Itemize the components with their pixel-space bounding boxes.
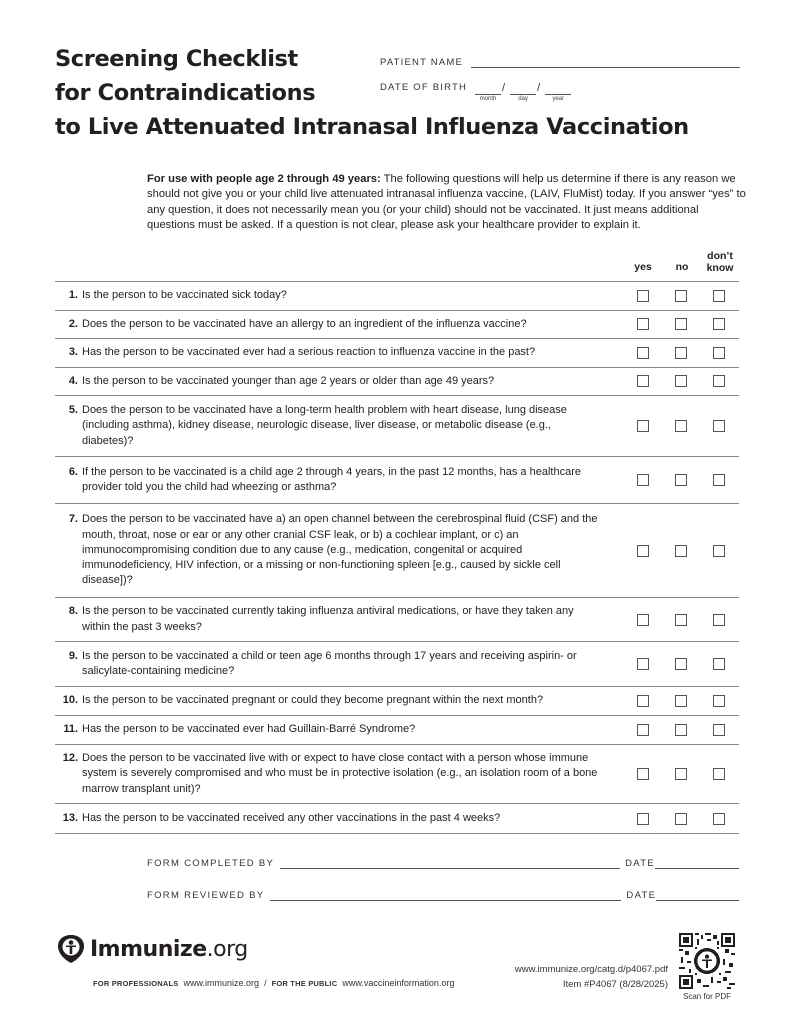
question-row-13 <box>55 804 739 834</box>
title-line-3: to Live Attenuated Intranasal Influenza Vaccination <box>55 114 689 140</box>
question-text: Is the person to be vaccinated a child or teen age 6 months through 17 years and receiving aspirin- or salicylate-containing medicine? <box>82 649 577 677</box>
question <box>55 693 600 708</box>
for-public-label: FOR THE PUBLIC <box>271 979 338 988</box>
questions-table <box>55 281 739 834</box>
logo-wordmark-bold: Immunize <box>90 936 207 962</box>
question-text: If the person to be vaccinated is a child age 2 through 4 years, in the past 12 months, has a healthcare provider told you the child had wheezing or asthma? <box>82 465 581 493</box>
qr-caption: Scan for PDF <box>682 992 731 1001</box>
question-number: 8. <box>68 605 78 618</box>
column-dont-know-line2: know <box>706 262 734 274</box>
question-text: Has the person to be vaccinated ever had Guillain-Barré Syndrome? <box>82 723 416 736</box>
question-text: Is the person to be vaccinated sick today? <box>82 289 287 302</box>
no-checkbox[interactable] <box>675 695 687 707</box>
question-number: 10. <box>62 694 78 707</box>
question <box>55 722 600 737</box>
question <box>55 374 600 389</box>
form-completed-date-field[interactable] <box>655 859 739 869</box>
question-text: Is the person to be vaccinated currently taking influenza antiviral medications, or have they taken any within the past 3 weeks? <box>82 605 574 633</box>
question-number: 13. <box>62 811 78 824</box>
logo-wordmark <box>90 937 248 962</box>
form-completed-label: FORM COMPLETED BY <box>147 858 275 869</box>
question-number: 11. <box>63 723 78 736</box>
dont-know-checkbox[interactable] <box>713 658 725 670</box>
dont-know-checkbox[interactable] <box>713 290 725 302</box>
no-checkbox[interactable] <box>675 290 687 302</box>
dob-year-field[interactable] <box>545 83 571 95</box>
yes-checkbox[interactable] <box>637 420 649 432</box>
question-number: 12. <box>62 752 78 765</box>
question-number: 9. <box>68 649 78 662</box>
dont-know-checkbox[interactable] <box>713 695 725 707</box>
no-checkbox[interactable] <box>675 614 687 626</box>
question-row-5 <box>55 396 739 457</box>
question-row-10 <box>55 687 739 716</box>
form-reviewed-by-field[interactable] <box>270 891 621 901</box>
question-row-3 <box>55 339 739 368</box>
dob-month-caption: month <box>479 96 497 102</box>
no-checkbox[interactable] <box>675 724 687 736</box>
question-row-4 <box>55 368 739 397</box>
dob-day <box>510 83 536 102</box>
pdf-link[interactable]: www.immunize.org/catg.d/p4067.pdf <box>514 964 668 975</box>
public-link[interactable]: www.vaccineinformation.org <box>342 978 455 988</box>
form-completed-by-field[interactable] <box>280 859 620 869</box>
title-line-1: Screening Checklist <box>55 46 298 72</box>
question <box>55 317 600 332</box>
dont-know-checkbox[interactable] <box>713 347 725 359</box>
question <box>55 465 600 496</box>
no-checkbox[interactable] <box>675 545 687 557</box>
footer-links <box>93 978 454 988</box>
no-checkbox[interactable] <box>675 420 687 432</box>
question-row-7 <box>55 504 739 598</box>
yes-checkbox[interactable] <box>637 474 649 486</box>
no-checkbox[interactable] <box>675 347 687 359</box>
question <box>55 512 600 588</box>
question-row-8 <box>55 598 739 642</box>
dob-separator: / <box>537 82 541 94</box>
question <box>55 649 600 680</box>
question <box>55 751 600 797</box>
yes-checkbox[interactable] <box>637 347 649 359</box>
document-info <box>515 962 668 992</box>
title-line-2: for Contraindications <box>55 80 316 106</box>
question-number: 1. <box>68 289 78 302</box>
patient-name-row <box>380 50 740 68</box>
question-number: 2. <box>68 317 78 330</box>
dob-month <box>475 83 501 102</box>
question-number: 6. <box>68 465 78 478</box>
dob-month-field[interactable] <box>475 83 501 95</box>
dont-know-checkbox[interactable] <box>713 768 725 780</box>
question-text: Does the person to be vaccinated have a) an open channel between the cerebrospinal fluid (CSF) and the mouth, throat, nose or ear or any other cranial CSF leak, or b) a cochlear implant, or c) an immunocompromising condition due to any cause (e.g., medication, congenital or acquired immunodeficiency, HIV infection, or a missing or non-functioning spleen [e.g., caused by sickle cell disease])? <box>82 513 598 587</box>
question-text: Does the person to be vaccinated have an allergy to an ingredient of the influenza vaccine? <box>82 317 527 330</box>
form-reviewed-date-field[interactable] <box>656 891 739 901</box>
date-label: DATE <box>625 858 655 869</box>
logo-wordmark-suffix: .org <box>206 936 248 962</box>
patient-name-label: PATIENT NAME <box>380 57 464 68</box>
dont-know-checkbox[interactable] <box>713 420 725 432</box>
dont-know-checkbox[interactable] <box>713 474 725 486</box>
question-row-2 <box>55 311 739 340</box>
yes-checkbox[interactable] <box>637 813 649 825</box>
dont-know-checkbox[interactable] <box>713 375 725 387</box>
intro-lead: For use with people age 2 through 49 years: <box>147 173 381 185</box>
intro-paragraph <box>147 172 747 233</box>
no-checkbox[interactable] <box>675 318 687 330</box>
patient-info <box>380 50 740 102</box>
question-text: Does the person to be vaccinated have a long-term health problem with heart disease, lung disease (including asthma), kidney disease, neurologic disease, liver disease, or metabolic disease (e.g., diabetes)? <box>82 404 567 447</box>
question-text: Has the person to be vaccinated received any other vaccinations in the past 4 weeks? <box>82 811 501 824</box>
immunize-shield-icon <box>56 934 86 964</box>
yes-checkbox[interactable] <box>637 768 649 780</box>
date-label: DATE <box>626 890 657 901</box>
question <box>55 403 600 449</box>
intro-text: The following questions will help us determine if there is any reason we should not give you or your child live attenuated intranasal influenza vaccine, (LAIV, FluMist) today. If you answer “yes” to any question, it does not necessarily mean you (or your child) should not be vaccinated. It just means additional questions must be asked. If a question is not clear, please ask your healthcare provider to explain it. <box>147 173 746 231</box>
answer-column-headers <box>620 250 750 280</box>
question <box>55 811 600 826</box>
no-checkbox[interactable] <box>675 474 687 486</box>
column-no: no <box>675 261 689 273</box>
question-row-12 <box>55 745 739 804</box>
no-checkbox[interactable] <box>675 768 687 780</box>
dont-know-checkbox[interactable] <box>713 724 725 736</box>
yes-checkbox[interactable] <box>637 318 649 330</box>
qr-code-icon[interactable] <box>679 933 735 989</box>
date-of-birth-row <box>380 82 571 102</box>
yes-checkbox[interactable] <box>637 614 649 626</box>
dont-know-checkbox[interactable] <box>713 614 725 626</box>
question-row-11 <box>55 716 739 745</box>
yes-checkbox[interactable] <box>637 375 649 387</box>
question-row-1 <box>55 282 739 311</box>
column-dont-know-line1: don’t <box>707 250 733 262</box>
question-number: 3. <box>68 346 78 359</box>
item-number: Item #P4067 (8/28/2025) <box>562 979 668 990</box>
dob-day-field[interactable] <box>510 83 536 95</box>
question-text: Is the person to be vaccinated younger than age 2 years or older than age 49 years? <box>82 374 495 387</box>
form-reviewed-label: FORM REVIEWED BY <box>147 890 265 901</box>
question <box>55 345 600 360</box>
question-text: Is the person to be vaccinated pregnant or could they become pregnant within the next month? <box>82 694 544 707</box>
question-number: 5. <box>68 404 78 417</box>
dob-year-caption: year <box>552 96 564 102</box>
column-yes: yes <box>634 261 652 273</box>
dob-year <box>545 83 571 102</box>
date-of-birth-label: DATE OF BIRTH <box>380 82 468 93</box>
yes-checkbox[interactable] <box>637 724 649 736</box>
question <box>55 604 600 635</box>
for-professionals-label: FOR PROFESSIONALS <box>93 979 179 988</box>
question-row-9 <box>55 642 739 687</box>
question-text: Does the person to be vaccinated live with or expect to have close contact with a person whose immune system is severely compromised and who must be in protective isolation (e.g., an isolation room of a bone marrow transplant unit)? <box>82 752 598 795</box>
question <box>55 288 600 303</box>
dob-day-caption: day <box>518 96 528 102</box>
patient-name-field[interactable] <box>471 56 740 68</box>
dob-separator: / <box>502 82 506 94</box>
form-reviewed-row <box>147 887 739 901</box>
immunize-logo <box>56 934 248 964</box>
dont-know-checkbox[interactable] <box>713 813 725 825</box>
yes-checkbox[interactable] <box>637 658 649 670</box>
yes-checkbox[interactable] <box>637 695 649 707</box>
yes-checkbox[interactable] <box>637 290 649 302</box>
no-checkbox[interactable] <box>675 658 687 670</box>
no-checkbox[interactable] <box>675 375 687 387</box>
column-dont-know <box>704 250 736 274</box>
question-number: 4. <box>68 374 78 387</box>
professionals-link[interactable]: www.immunize.org <box>183 978 260 988</box>
form-completed-row <box>147 855 739 869</box>
footer-separator: / <box>264 978 267 988</box>
no-checkbox[interactable] <box>675 813 687 825</box>
dont-know-checkbox[interactable] <box>713 318 725 330</box>
dont-know-checkbox[interactable] <box>713 545 725 557</box>
yes-checkbox[interactable] <box>637 545 649 557</box>
question-row-6 <box>55 457 739 504</box>
question-text: Has the person to be vaccinated ever had a serious reaction to influenza vaccine in the past? <box>82 346 536 359</box>
question-number: 7. <box>68 513 78 526</box>
